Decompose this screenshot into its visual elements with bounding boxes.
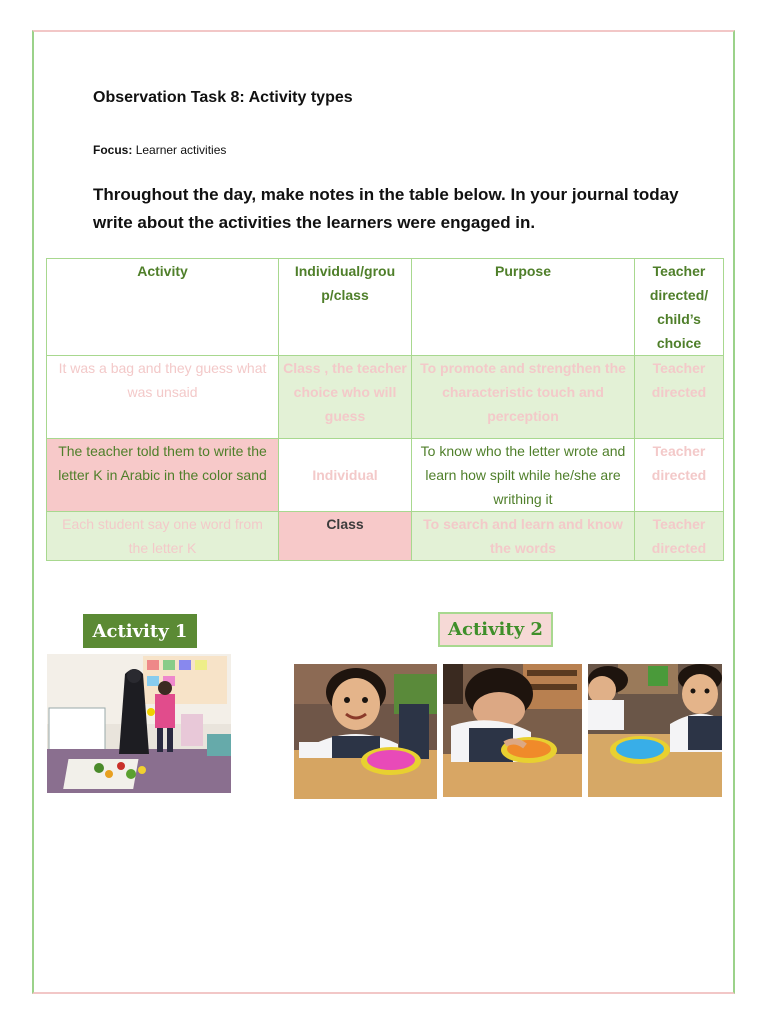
page-title: Observation Task 8: Activity types	[93, 89, 353, 106]
table-cell: To know who the letter wrote and learn how spilt while he/she are writhing it	[412, 439, 635, 512]
table-cell: Teacher directed	[635, 356, 724, 439]
table-cell: Each student say one word from the letter K	[47, 512, 279, 561]
header-direction: Teacher directed/ child’s choice	[635, 259, 724, 356]
header-activity: Activity	[47, 259, 279, 356]
child-pink-sand-plate-photo	[294, 664, 437, 799]
table-cell: To search and learn and know the words	[412, 512, 635, 561]
table-row	[47, 439, 724, 512]
table-cell: Individual	[279, 439, 412, 512]
focus-label: Focus:	[93, 143, 133, 157]
activity-1-label: Activity 1	[83, 614, 197, 648]
child-writing-in-sand-photo	[443, 664, 582, 797]
activity-table	[46, 258, 724, 561]
header-grouping: Individual/grou p/class	[279, 259, 412, 356]
table-cell: To promote and strengthen the characteristic touch and perception	[412, 356, 635, 439]
focus-line	[93, 143, 226, 157]
table-row	[47, 356, 724, 439]
table-row	[47, 512, 724, 561]
instructions: Throughout the day, make notes in the table below. In your journal today write about the activities the learners were engaged in.	[93, 185, 679, 232]
table-cell: Class	[279, 512, 412, 561]
child-blue-sand-plate-photo	[588, 664, 722, 797]
table-cell: Teacher directed	[635, 512, 724, 561]
activity-2-label: Activity 2	[438, 612, 553, 647]
table-cell: It was a bag and they guess what was unsaid	[47, 356, 279, 439]
table-cell: The teacher told them to write the letter K in Arabic in the color sand	[47, 439, 279, 512]
header-purpose: Purpose	[412, 259, 635, 356]
table-header-row	[47, 259, 724, 356]
focus-value: Learner activities	[135, 143, 227, 157]
table-cell: Class , the teacher choice who will guess	[279, 356, 412, 439]
classroom-bag-activity-photo	[47, 654, 231, 793]
table-cell: Teacher directed	[635, 439, 724, 512]
